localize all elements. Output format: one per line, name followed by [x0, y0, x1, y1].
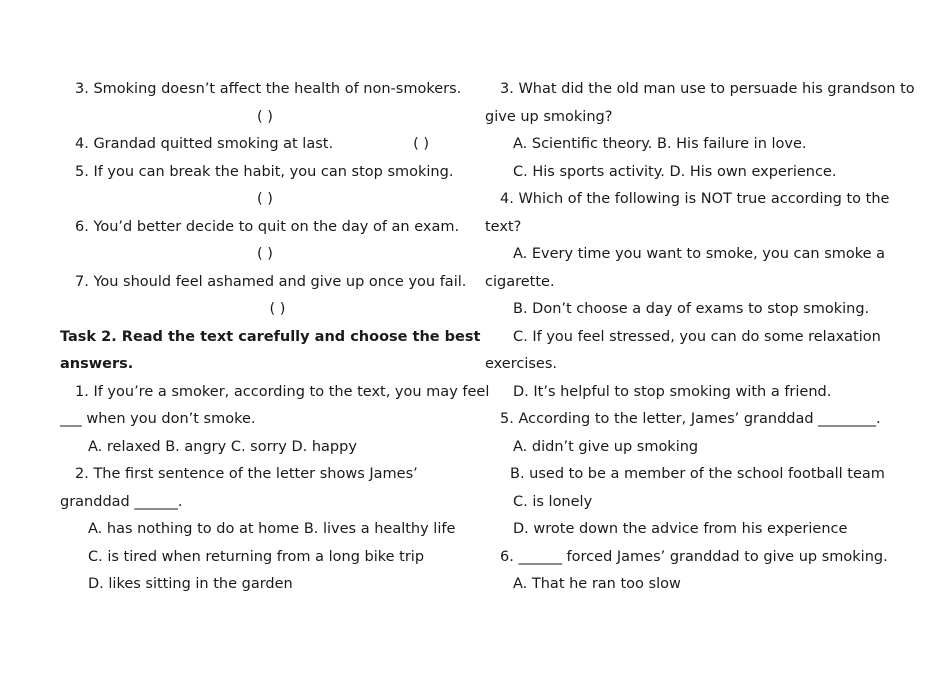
question-2-option-c: C. is tired when returning from a long bike trip: [88, 548, 425, 565]
statement-6: 6. You’d better decide to quit on the day of an exam.: [75, 218, 460, 235]
question-3-cont: give up smoking?: [485, 108, 613, 125]
question-3: 3. What did the old man use to persuade his grandson to: [500, 81, 915, 97]
question-4-option-b: B. Don’t choose a day of exams to stop smoking.: [513, 301, 870, 317]
statement-4-text: 4. Grandad quitted smoking at last.: [75, 136, 334, 152]
statement-4: [60, 131, 470, 159]
question-4-option-a-cont: cigarette.: [485, 273, 555, 290]
statement-7: 7. You should feel ashamed and give up once you fail.: [75, 273, 467, 290]
statement-3: 3. Smoking doesn’t affect the health of non-smokers.: [75, 81, 462, 97]
question-2-cont: granddad ______.: [60, 493, 183, 510]
question-4: 4. Which of the following is NOT true according to the: [500, 191, 890, 207]
question-1-cont: ___ when you don’t smoke.: [60, 411, 256, 427]
question-2: 2. The first sentence of the letter shows James’: [75, 466, 418, 482]
left-column: [60, 76, 490, 599]
answer-bracket-5[interactable]: ( ): [257, 191, 273, 207]
question-1-options: A. relaxed B. angry C. sorry D. happy: [88, 438, 357, 455]
answer-bracket-3[interactable]: ( ): [257, 108, 273, 125]
question-6: 6. ______ forced James’ granddad to give up smoking.: [500, 548, 888, 565]
task2-heading: Task 2. Read the text carefully and choose the best: [60, 328, 481, 345]
right-column: [485, 76, 915, 599]
answer-bracket-7[interactable]: ( ): [269, 301, 286, 317]
question-2-options-ab: A. has nothing to do at home B. lives a healthy life: [88, 521, 456, 537]
question-4-option-d: D. It’s helpful to stop smoking with a friend.: [513, 383, 832, 400]
question-5: 5. According to the letter, James’ granddad ________.: [500, 411, 881, 427]
question-1: 1. If you’re a smoker, according to the text, you may feel: [75, 383, 490, 400]
question-3-options-cd: C. His sports activity. D. His own experience.: [513, 163, 837, 180]
question-5-option-b: B. used to be a member of the school football team: [510, 466, 885, 482]
answer-bracket-6[interactable]: ( ): [257, 246, 273, 262]
question-4-option-c-cont: exercises.: [485, 356, 558, 372]
question-6-option-a: A. That he ran too slow: [513, 576, 681, 592]
question-4-cont: text?: [485, 218, 522, 235]
question-3-options-ab: A. Scientific theory. B. His failure in love.: [513, 136, 807, 152]
question-5-option-a: A. didn’t give up smoking: [513, 438, 699, 455]
answer-bracket-4[interactable]: ( ): [413, 136, 430, 152]
question-4-option-c: C. If you feel stressed, you can do some relaxation: [513, 328, 881, 345]
task2-heading-cont: answers.: [60, 356, 134, 372]
question-4-option-a: A. Every time you want to smoke, you can smoke a: [513, 246, 886, 262]
question-5-option-c: C. is lonely: [513, 493, 593, 510]
question-2-option-d: D. likes sitting in the garden: [88, 576, 293, 592]
statement-5: 5. If you can break the habit, you can stop smoking.: [75, 163, 454, 180]
question-5-option-d: D. wrote down the advice from his experience: [513, 521, 848, 537]
